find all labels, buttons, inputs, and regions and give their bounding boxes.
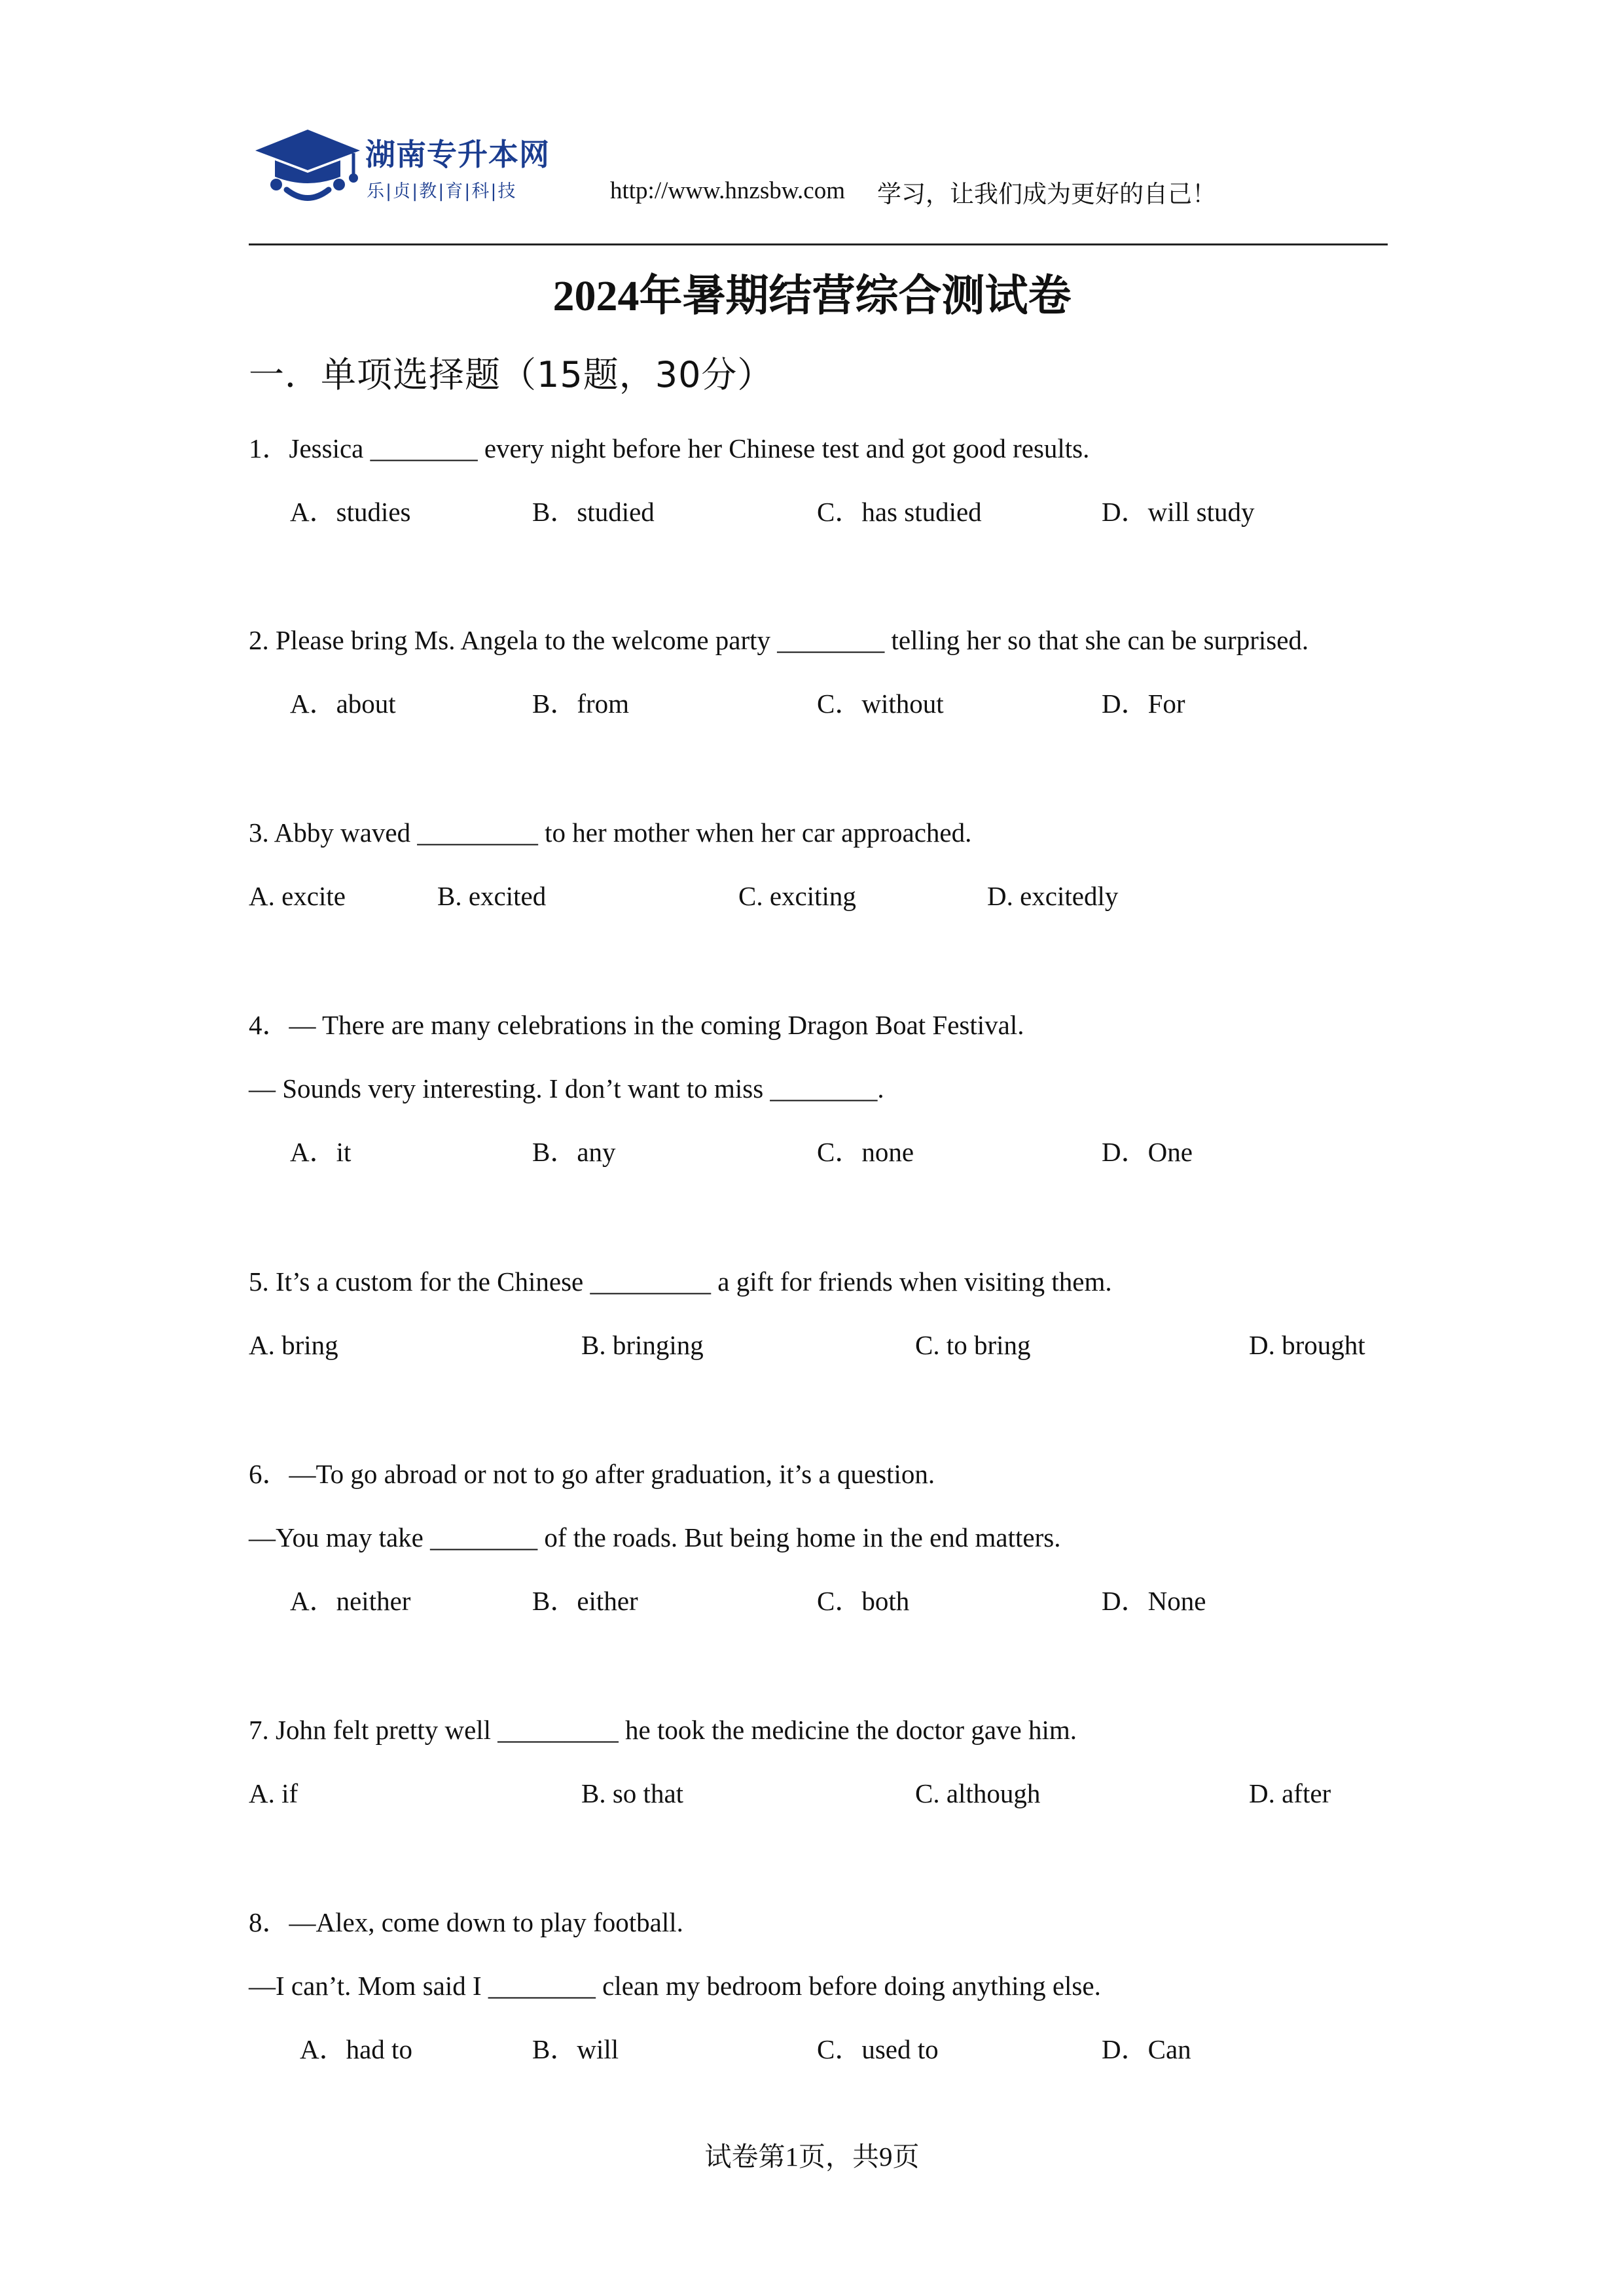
logo-name: 湖南专升本网	[365, 137, 550, 172]
option-b: B．from	[532, 689, 630, 719]
option-d: D．Can	[1102, 2034, 1191, 2064]
question-text: 5. It’s a custom for the Chinese _________ a gift for friends when visiting them.	[249, 1266, 1112, 1297]
option-b: B．will	[532, 2034, 619, 2064]
option-b: B．studied	[532, 497, 655, 527]
option-b: B. bringing	[581, 1330, 704, 1360]
page-number-footer: 试卷第1页，共9页	[704, 2142, 920, 2172]
question-text-reply: —You may take ________ of the roads. But being home in the end matters.	[249, 1522, 1061, 1552]
option-d: D．will study	[1102, 497, 1255, 527]
option-a: A. bring	[249, 1330, 338, 1360]
option-d: D. after	[1249, 1778, 1331, 1808]
option-c: C．without	[817, 689, 944, 719]
site-url[interactable]: http://www.hnzsbw.com	[610, 177, 845, 204]
graduation-cap-logo-icon	[249, 124, 367, 203]
option-c: C. to bring	[915, 1330, 1031, 1360]
question-text: 2. Please bring Ms. Angela to the welcome party ________ telling her so that she can be surprised.	[249, 625, 1309, 655]
option-c: C. although	[915, 1778, 1041, 1808]
question-text: 1．Jessica ________ every night before her Chinese test and got good results.	[249, 433, 1090, 463]
option-b: B. excited	[437, 881, 547, 911]
exam-title: 2024年暑期结营综合测试卷	[552, 272, 1072, 320]
question-text: 8．—Alex, come down to play football.	[249, 1907, 683, 1937]
question-text-reply: — Sounds very interesting. I don’t want to miss ________.	[249, 1073, 884, 1103]
option-c: C．has studied	[817, 497, 982, 527]
option-a: A. excite	[249, 881, 346, 911]
option-a: A．about	[290, 689, 396, 719]
option-b: B．any	[532, 1137, 616, 1167]
option-a: A．it	[290, 1137, 352, 1167]
logo-subtitle: 乐|贞|教|育|科|技	[367, 181, 517, 202]
option-d: D．One	[1102, 1137, 1193, 1167]
option-d: D. brought	[1249, 1330, 1365, 1360]
option-a: A．had to	[300, 2034, 412, 2064]
question-text: 4．— There are many celebrations in the coming Dragon Boat Festival.	[249, 1010, 1024, 1040]
option-d: D．None	[1102, 1586, 1206, 1616]
header-divider	[249, 243, 1388, 245]
option-c: C．both	[817, 1586, 910, 1616]
question-text-reply: —I can’t. Mom said I ________ clean my bedroom before doing anything else.	[249, 1971, 1101, 2001]
section-heading: 一．单项选择题（15题，30分）	[249, 354, 774, 395]
option-c: C．used to	[817, 2034, 939, 2064]
question-text: 6．—To go abroad or not to go after graduation, it’s a question.	[249, 1459, 935, 1489]
option-a: A. if	[249, 1778, 298, 1808]
option-d: D. excitedly	[987, 881, 1119, 911]
option-b: B．either	[532, 1586, 638, 1616]
option-c: C. exciting	[738, 881, 856, 911]
option-b: B. so that	[581, 1778, 684, 1808]
option-a: A．studies	[290, 497, 411, 527]
option-d: D．For	[1102, 689, 1185, 719]
option-a: A．neither	[290, 1586, 411, 1616]
question-text: 3. Abby waved _________ to her mother when her car approached.	[249, 817, 972, 848]
question-text: 7. John felt pretty well _________ he took the medicine the doctor gave him.	[249, 1715, 1077, 1745]
page-header	[249, 118, 1388, 245]
header-slogan: 学习，让我们成为更好的自己！	[877, 181, 1216, 208]
option-c: C．none	[817, 1137, 914, 1167]
